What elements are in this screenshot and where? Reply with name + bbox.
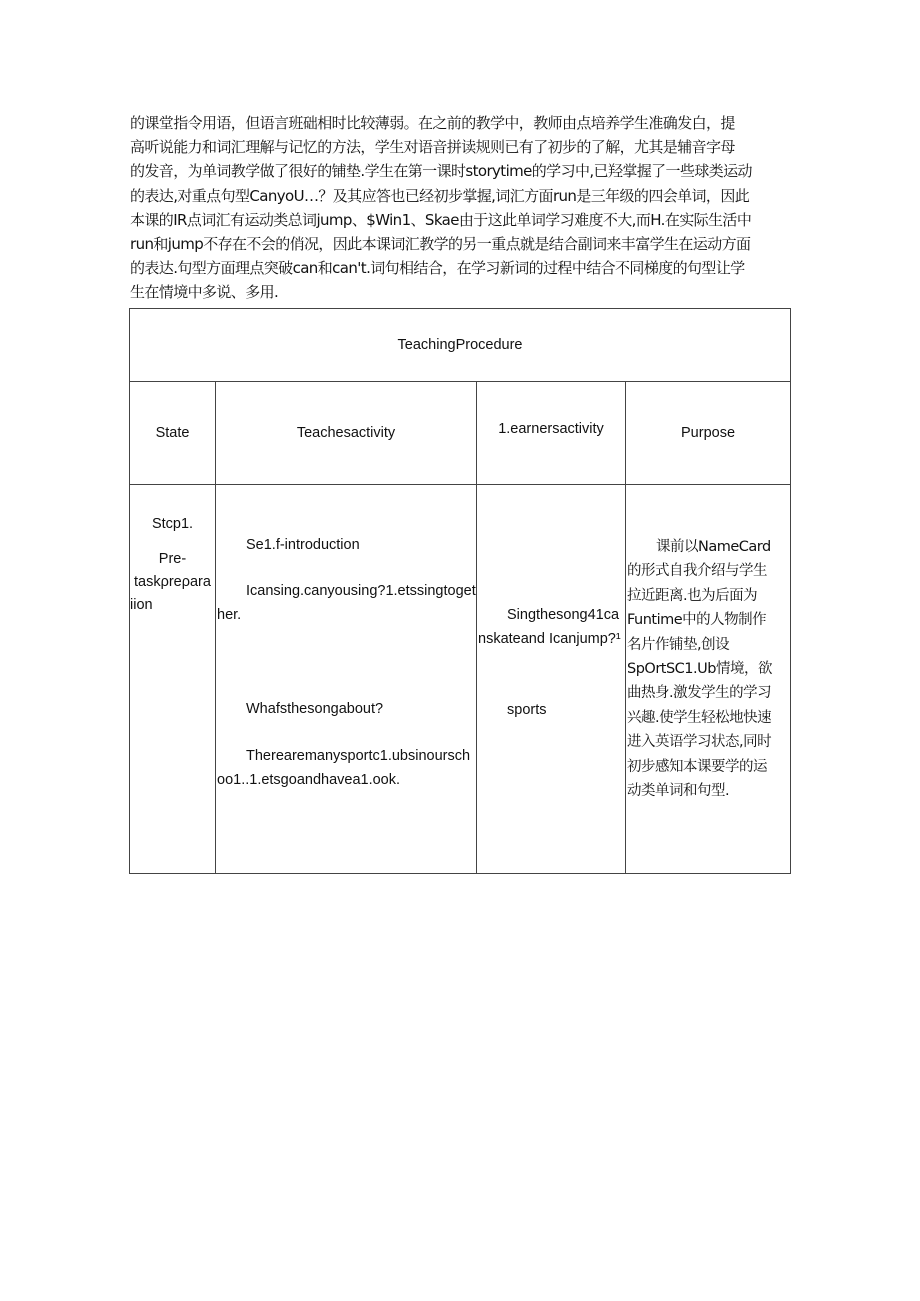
- header-teacher-activity: Teachesactivity: [216, 382, 477, 485]
- table-header-row: [130, 382, 791, 485]
- intro-line: 高听说能力和词汇理解与记忆的方法，学生对语音拼读规则已有了初步的了解，尤其是辅音字母: [130, 138, 735, 157]
- intro-paragraph: [130, 111, 792, 305]
- teacher-activity-text: Se1.f-introduction: [246, 537, 360, 553]
- purpose-line: 动类单词和句型.: [627, 783, 730, 800]
- header-purpose: Purpose: [626, 382, 791, 485]
- header-learner-activity: 1.earnersactivity: [477, 382, 626, 485]
- teacher-activity-text: Icansing.canyousing?1.etssingtogether.: [217, 583, 476, 623]
- purpose-line: 兴趣.使学生轻松地快速: [627, 709, 772, 726]
- purpose-line: 的形式自我介绍与学生: [627, 563, 767, 580]
- learner-activity-text: sports: [507, 702, 547, 718]
- stage-step: Stcp1.: [151, 516, 194, 532]
- purpose-line: 拉近距离.也为后面为: [627, 587, 758, 604]
- purpose-line: 课前以NameCard: [656, 539, 771, 555]
- purpose-line: 初步感知本课要学的运: [627, 758, 767, 775]
- purpose-line: 进入英语学习状态,同时: [627, 734, 772, 751]
- purpose-cell: [626, 485, 791, 874]
- table-title: TeachingProcedure: [130, 309, 791, 382]
- purpose-line: Funtime中的人物制作: [627, 612, 767, 629]
- purpose-line: SpOrtSC1.Ub情境，欲: [627, 661, 772, 678]
- stage-cell: [130, 485, 216, 874]
- intro-line: 本课的IR点词汇有运动类总词jump、$Win1、Skae由于这此单词学习难度不大,而H.在实际生活中: [130, 210, 752, 229]
- learner-activity-text: Singthesong41canskateand Icanjump?¹: [478, 607, 621, 647]
- intro-line: 的表达.句型方面理点突破can和can't.词句相结合，在学习新词的过程中结合不同梯度的句型让学: [130, 259, 745, 278]
- table-row: [130, 485, 791, 874]
- intro-line: 的课堂指令用语，但语言班础相时比较薄弱。在之前的教学中，教师由点培养学生准确发白，提: [130, 114, 735, 132]
- teacher-activity-text: Therearemanysportc1.ubsinourschoo1..1.etsgoandhavea1.ook.: [217, 748, 471, 788]
- table-title-row: [130, 309, 791, 382]
- header-state: State: [130, 382, 216, 485]
- stage-name: taskρreρara: [134, 574, 211, 590]
- intro-line: run和jump不存在不会的俏况，因此本课词汇教学的另一重点就是结合副词来丰富学生在运动方面: [130, 235, 751, 254]
- intro-line: 生在情境中多说、多用.: [130, 283, 279, 302]
- purpose-line: 名片作铺垫,创设: [627, 636, 730, 653]
- learner-activity-cell: [477, 485, 626, 874]
- stage-name: iion: [130, 597, 153, 613]
- teacher-activity-cell: [216, 485, 477, 874]
- stage-name: Pre-: [158, 551, 187, 567]
- intro-line: 的表达,对重点句型CanyoU…？及其应答也已经初步掌握,词汇方面run是三年级的四会单词，因此: [130, 186, 750, 205]
- purpose-text: [626, 535, 790, 803]
- teacher-activity-text: Whafsthesongabout?: [246, 701, 384, 717]
- teaching-procedure-table: [129, 308, 791, 874]
- intro-line: 的发音，为单词教学做了很好的铺垫.学生在第一课时storytime的学习中,已羟掌握了一些球类运动: [130, 162, 752, 181]
- purpose-line: 曲热身.激发学生的学习: [627, 685, 772, 702]
